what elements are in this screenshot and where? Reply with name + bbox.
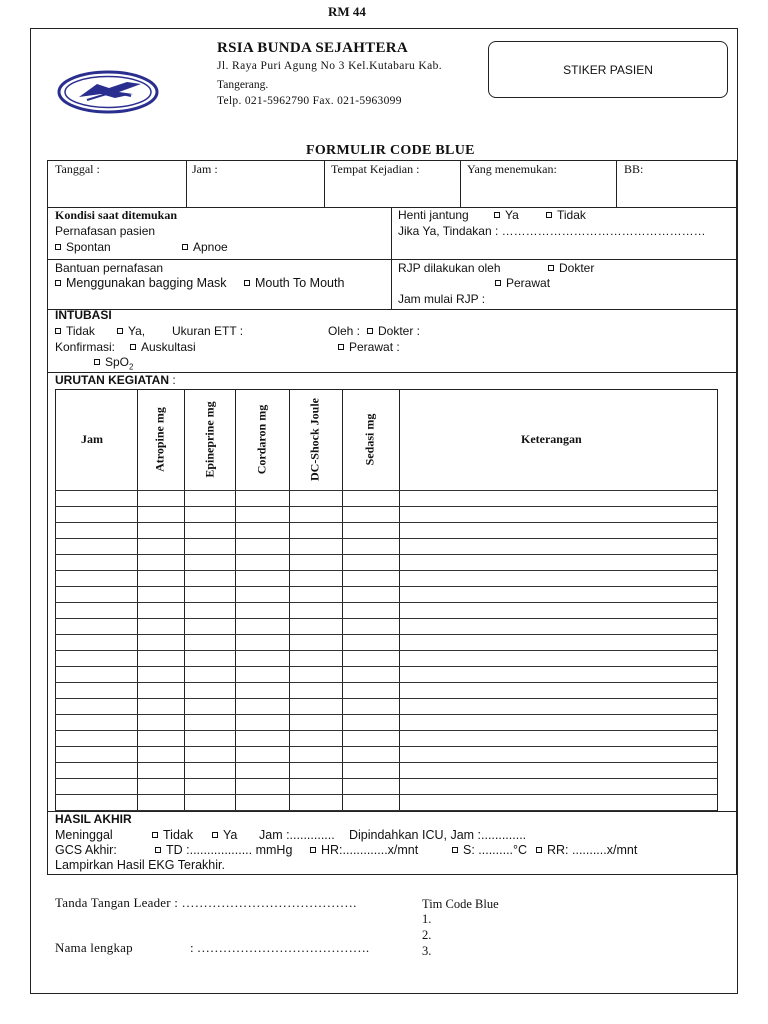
table-row <box>55 570 717 571</box>
hospital-name: RSIA BUNDA SEJAHTERA <box>217 40 409 56</box>
option-label: RR: ..........x/mnt <box>547 843 638 857</box>
option-henti-tidak[interactable] <box>546 208 586 222</box>
option-label: SpO <box>105 355 130 369</box>
checkbox-icon[interactable] <box>55 280 61 286</box>
option-label: Menggunakan bagging Mask <box>66 276 227 290</box>
grid-col-line <box>55 389 56 811</box>
konfirmasi-label: Konfirmasi: <box>55 340 116 354</box>
option-mouth-to-mouth[interactable] <box>244 276 344 290</box>
tim-code-blue-title: Tim Code Blue <box>422 897 499 911</box>
option-label: S: ..........°C <box>463 843 528 857</box>
divider <box>324 160 325 207</box>
grid-col-line <box>399 389 400 811</box>
table-right-border <box>736 160 737 812</box>
table-row <box>55 746 717 747</box>
table-row <box>55 650 717 651</box>
option-meninggal-ya[interactable] <box>212 828 237 842</box>
option-suhu[interactable] <box>452 843 527 857</box>
field-bb[interactable]: BB: <box>624 162 644 176</box>
option-hr[interactable] <box>310 843 418 857</box>
table-row <box>55 522 717 523</box>
col-epineprine: Epineprine mg <box>202 401 217 478</box>
table-row <box>55 586 717 587</box>
divider <box>616 160 617 207</box>
option-label: Perawat : <box>349 340 400 354</box>
table-row <box>55 698 717 699</box>
patient-sticker-box <box>488 41 728 98</box>
checkbox-icon[interactable] <box>55 328 61 334</box>
dipindahkan-icu[interactable]: Dipindahkan ICU, Jam :............. <box>349 828 527 842</box>
table-left-border <box>47 160 48 812</box>
option-intubasi-dokter[interactable] <box>367 324 420 338</box>
intubasi-title: INTUBASI <box>55 308 112 322</box>
checkbox-icon[interactable] <box>152 832 158 838</box>
hospital-address-line2: Tangerang. <box>217 79 269 91</box>
grid-col-line <box>717 389 718 811</box>
grid-col-line <box>289 389 290 811</box>
field-yang-menemukan[interactable]: Yang menemukan: <box>467 162 557 176</box>
checkbox-icon[interactable] <box>310 847 316 853</box>
checkbox-icon[interactable] <box>117 328 123 334</box>
divider <box>186 160 187 207</box>
option-label: Apnoe <box>193 240 228 254</box>
table-row <box>55 634 717 635</box>
checkbox-icon[interactable] <box>494 212 500 218</box>
hospital-logo <box>57 70 159 114</box>
option-label: Tidak <box>66 324 95 338</box>
col-atropine: Atropine mg <box>152 407 167 472</box>
option-label: HR:.............x/mnt <box>321 843 419 857</box>
divider <box>47 259 737 260</box>
field-tanggal[interactable]: Tanggal : <box>55 162 100 176</box>
hospital-address-line1: Jl. Raya Puri Agung No 3 Kel.Kutabaru Kab. <box>217 60 443 72</box>
jika-ya-tindakan[interactable]: Jika Ya, Tindakan : …………………………………………… <box>398 224 706 238</box>
divider <box>47 309 737 310</box>
col-jam: Jam <box>81 432 103 446</box>
option-label: Tidak <box>163 828 194 842</box>
table-row <box>55 538 717 539</box>
urutan-title-text: URUTAN KEGIATAN <box>55 373 169 387</box>
option-rr[interactable] <box>536 843 637 857</box>
option-rjp-perawat[interactable] <box>495 276 550 290</box>
ukuran-ett[interactable]: Ukuran ETT : <box>172 324 244 338</box>
kondisi-title: Kondisi saat ditemukan <box>55 208 178 222</box>
checkbox-icon[interactable] <box>182 244 188 250</box>
option-label: Ya <box>505 208 519 222</box>
lampirkan-ekg: Lampirkan Hasil EKG Terakhir. <box>55 858 225 872</box>
subscript: 2 <box>129 362 134 372</box>
option-td[interactable] <box>155 843 292 857</box>
jam-mulai-rjp[interactable]: Jam mulai RJP : <box>398 292 486 306</box>
henti-jantung-label: Henti jantung <box>398 208 469 222</box>
table-row <box>55 794 717 795</box>
table-row <box>55 666 717 667</box>
option-spo2[interactable] <box>94 355 133 371</box>
checkbox-icon[interactable] <box>338 344 344 350</box>
table-row <box>55 778 717 779</box>
checkbox-icon[interactable] <box>244 280 250 286</box>
gcs-akhir[interactable]: GCS Akhir: <box>55 843 117 857</box>
checkbox-icon[interactable] <box>548 265 554 271</box>
field-tempat-kejadian[interactable]: Tempat Kejadian : <box>331 162 420 176</box>
checkbox-icon[interactable] <box>130 344 136 350</box>
hospital-contact: Telp. 021-5962790 Fax. 021-5963099 <box>217 95 402 107</box>
option-label: Spontan <box>66 240 111 254</box>
table-row <box>55 602 717 603</box>
col-sedasi: Sedasi mg <box>362 413 377 466</box>
hasil-akhir-title: HASIL AKHIR <box>55 812 132 826</box>
checkbox-icon[interactable] <box>495 280 501 286</box>
grid-col-line <box>184 389 185 811</box>
col-keterangan: Keterangan <box>521 432 582 446</box>
divider <box>47 874 737 875</box>
table-row <box>55 506 717 507</box>
table-top-border <box>47 160 737 161</box>
sticker-label: STIKER PASIEN <box>563 62 653 77</box>
table-row <box>55 618 717 619</box>
option-meninggal-tidak[interactable] <box>152 828 193 842</box>
checkbox-icon[interactable] <box>155 847 161 853</box>
col-dc-shock: DC-Shock Joule <box>307 398 322 482</box>
meninggal-label: Meninggal <box>55 828 113 842</box>
option-intubasi-ya[interactable] <box>117 324 145 338</box>
option-label: Dokter <box>559 261 595 275</box>
option-spontan[interactable] <box>55 240 111 254</box>
table-row <box>55 714 717 715</box>
table-row <box>55 554 717 555</box>
divider <box>47 811 48 875</box>
urutan-title-colon: : <box>172 373 176 387</box>
col-cordaron: Cordaron mg <box>254 404 269 475</box>
divider <box>460 160 461 207</box>
tim-member-1[interactable]: 1. <box>422 912 432 926</box>
nama-lengkap-field[interactable]: : …………………………………. <box>190 940 370 955</box>
grid-col-line <box>235 389 236 811</box>
tim-member-2[interactable]: 2. <box>422 928 432 942</box>
option-auskultasi[interactable] <box>130 340 196 354</box>
rjp-label: RJP dilakukan oleh <box>398 261 501 275</box>
option-label: Tidak <box>557 208 586 222</box>
checkbox-icon[interactable] <box>546 212 552 218</box>
option-label: Ya <box>223 828 238 842</box>
divider <box>47 811 737 812</box>
option-label: Auskultasi <box>141 340 196 354</box>
bantuan-title: Bantuan pernafasan <box>55 261 164 275</box>
checkbox-icon[interactable] <box>367 328 373 334</box>
intubasi-oleh-label: Oleh : <box>328 324 361 338</box>
table-row <box>55 762 717 763</box>
checkbox-icon[interactable] <box>452 847 458 853</box>
form-code: RM 44 <box>328 4 366 19</box>
checkbox-icon[interactable] <box>212 832 218 838</box>
option-label: Dokter : <box>378 324 421 338</box>
checkbox-icon[interactable] <box>536 847 542 853</box>
table-row <box>55 730 717 731</box>
pernafasan-label: Pernafasan pasien <box>55 224 156 238</box>
option-apnoe[interactable] <box>182 240 228 254</box>
grid-col-line <box>342 389 343 811</box>
option-intubasi-perawat[interactable] <box>338 340 400 354</box>
option-label: Mouth To Mouth <box>255 276 345 290</box>
option-rjp-dokter[interactable] <box>548 261 594 275</box>
form-title: FORMULIR CODE BLUE <box>306 143 475 158</box>
nama-lengkap-label: Nama lengkap <box>55 940 133 955</box>
urutan-kegiatan-title <box>55 373 176 387</box>
table-row <box>55 682 717 683</box>
option-label: Perawat <box>506 276 551 290</box>
grid-col-line <box>137 389 138 811</box>
field-jam[interactable]: Jam : <box>192 162 218 176</box>
table-row <box>55 490 717 491</box>
divider <box>736 811 737 875</box>
checkbox-icon[interactable] <box>55 244 61 250</box>
option-label: TD :.................. mmHg <box>166 843 293 857</box>
checkbox-icon[interactable] <box>94 359 100 365</box>
tim-member-3[interactable]: 3. <box>422 944 432 958</box>
meninggal-jam[interactable]: Jam :............. <box>259 828 335 842</box>
tanda-tangan-leader[interactable]: Tanda Tangan Leader : …………………………………. <box>55 895 357 910</box>
option-intubasi-tidak[interactable] <box>55 324 95 338</box>
option-henti-ya[interactable] <box>494 208 519 222</box>
option-label: Ya, <box>128 324 146 338</box>
option-bagging-mask[interactable] <box>55 276 227 290</box>
